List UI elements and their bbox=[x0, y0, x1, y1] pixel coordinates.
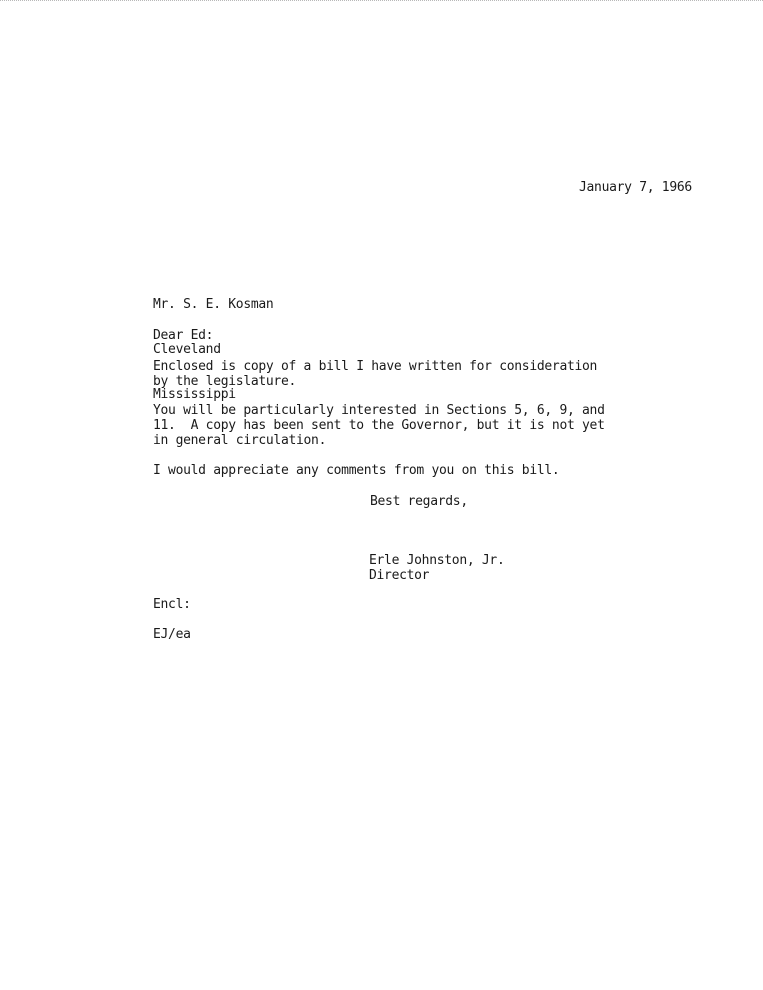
sender-name: Erle Johnston, Jr. bbox=[369, 553, 505, 568]
scan-edge-divider bbox=[0, 0, 763, 5]
body-paragraph-1 bbox=[153, 359, 597, 389]
body-paragraph-3 bbox=[153, 463, 559, 478]
enclosure-notation: Encl: bbox=[153, 597, 191, 612]
salutation: Dear Ed: bbox=[153, 328, 214, 343]
paragraph-line: by the legislature. bbox=[153, 374, 297, 389]
paragraph-line: Enclosed is copy of a bill I have written for consideration bbox=[153, 359, 598, 374]
body-paragraph-2 bbox=[153, 403, 605, 448]
paragraph-line: 11. A copy has been sent to the Governor, but it is not yet bbox=[153, 418, 605, 433]
recipient-state: Mississippi bbox=[153, 387, 236, 402]
closing: Best regards, bbox=[370, 494, 468, 509]
recipient-city: Cleveland bbox=[153, 342, 221, 357]
letter-date: January 7, 1966 bbox=[579, 180, 692, 195]
paragraph-line: in general circulation. bbox=[153, 433, 327, 448]
reference-initials: EJ/ea bbox=[153, 627, 191, 642]
recipient-name: Mr. S. E. Kosman bbox=[153, 297, 274, 312]
paragraph-line: I would appreciate any comments from you on this bill. bbox=[153, 463, 560, 478]
sender-title: Director bbox=[369, 568, 430, 583]
paragraph-line: You will be particularly interested in Sections 5, 6, 9, and bbox=[153, 403, 605, 418]
signature-block bbox=[369, 553, 504, 583]
